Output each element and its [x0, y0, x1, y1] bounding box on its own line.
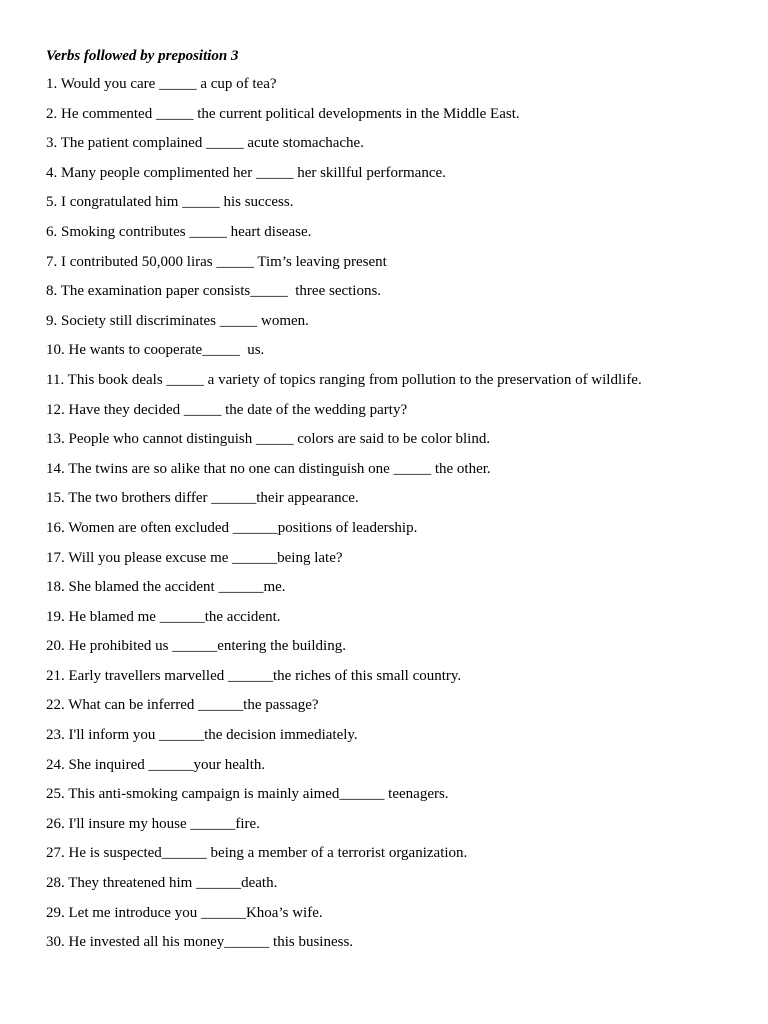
exercise-item-14: 14. The twins are so alike that no one can distinguish one _____ the other.	[46, 460, 491, 477]
exercise-item-24: 24. She inquired ______your health.	[46, 756, 266, 773]
exercise-item-17: 17. Will you please excuse me ______being late?	[46, 549, 343, 566]
exercise-item-9: 9. Society still discriminates _____ women.	[46, 312, 309, 329]
exercise-item-6: 6. Smoking contributes _____ heart disease.	[46, 223, 312, 240]
exercise-item-11: 11. This book deals _____ a variety of topics ranging from pollution to the preservation of wildlife.	[46, 371, 642, 388]
exercise-item-19: 19. He blamed me ______the accident.	[46, 608, 281, 625]
exercise-item-10: 10. He wants to cooperate_____ us.	[46, 342, 265, 359]
exercise-item-21: 21. Early travellers marvelled ______the riches of this small country.	[46, 667, 462, 684]
exercise-item-16: 16. Women are often excluded ______positions of leadership.	[46, 519, 418, 536]
exercise-item-23: 23. I'll inform you ______the decision immediately.	[46, 727, 358, 744]
exercise-item-29: 29. Let me introduce you ______Khoa’s wife.	[46, 904, 323, 921]
exercise-item-12: 12. Have they decided _____ the date of the wedding party?	[46, 401, 408, 418]
exercise-item-3: 3. The patient complained _____ acute stomachache.	[46, 135, 364, 152]
exercise-item-30: 30. He invested all his money______ this business.	[46, 934, 354, 951]
exercise-item-2: 2. He commented _____ the current political developments in the Middle East.	[46, 105, 520, 122]
worksheet-title: Verbs followed by preposition 3	[46, 48, 239, 64]
exercise-item-25: 25. This anti-smoking campaign is mainly aimed______ teenagers.	[46, 786, 449, 803]
exercise-item-28: 28. They threatened him ______death.	[46, 875, 278, 892]
exercise-item-8: 8. The examination paper consists_____ three sections.	[46, 283, 382, 300]
exercise-item-4: 4. Many people complimented her _____ her skillful performance.	[46, 164, 446, 181]
exercise-item-13: 13. People who cannot distinguish _____ colors are said to be color blind.	[46, 431, 491, 448]
exercise-item-7: 7. I contributed 50,000 liras _____ Tim’s leaving present	[46, 253, 387, 270]
worksheet-page	[46, 45, 746, 952]
exercise-item-26: 26. I'll insure my house ______fire.	[46, 815, 260, 832]
exercise-item-15: 15. The two brothers differ ______their appearance.	[46, 490, 359, 507]
exercise-item-5: 5. I congratulated him _____ his success.	[46, 194, 294, 211]
exercise-item-18: 18. She blamed the accident ______me.	[46, 579, 286, 596]
exercise-item-27: 27. He is suspected______ being a member of a terrorist organization.	[46, 845, 468, 862]
exercise-item-22: 22. What can be inferred ______the passage?	[46, 697, 319, 714]
exercise-item-20: 20. He prohibited us ______entering the building.	[46, 638, 346, 655]
exercise-item-1: 1. Would you care _____ a cup of tea?	[46, 76, 277, 92]
